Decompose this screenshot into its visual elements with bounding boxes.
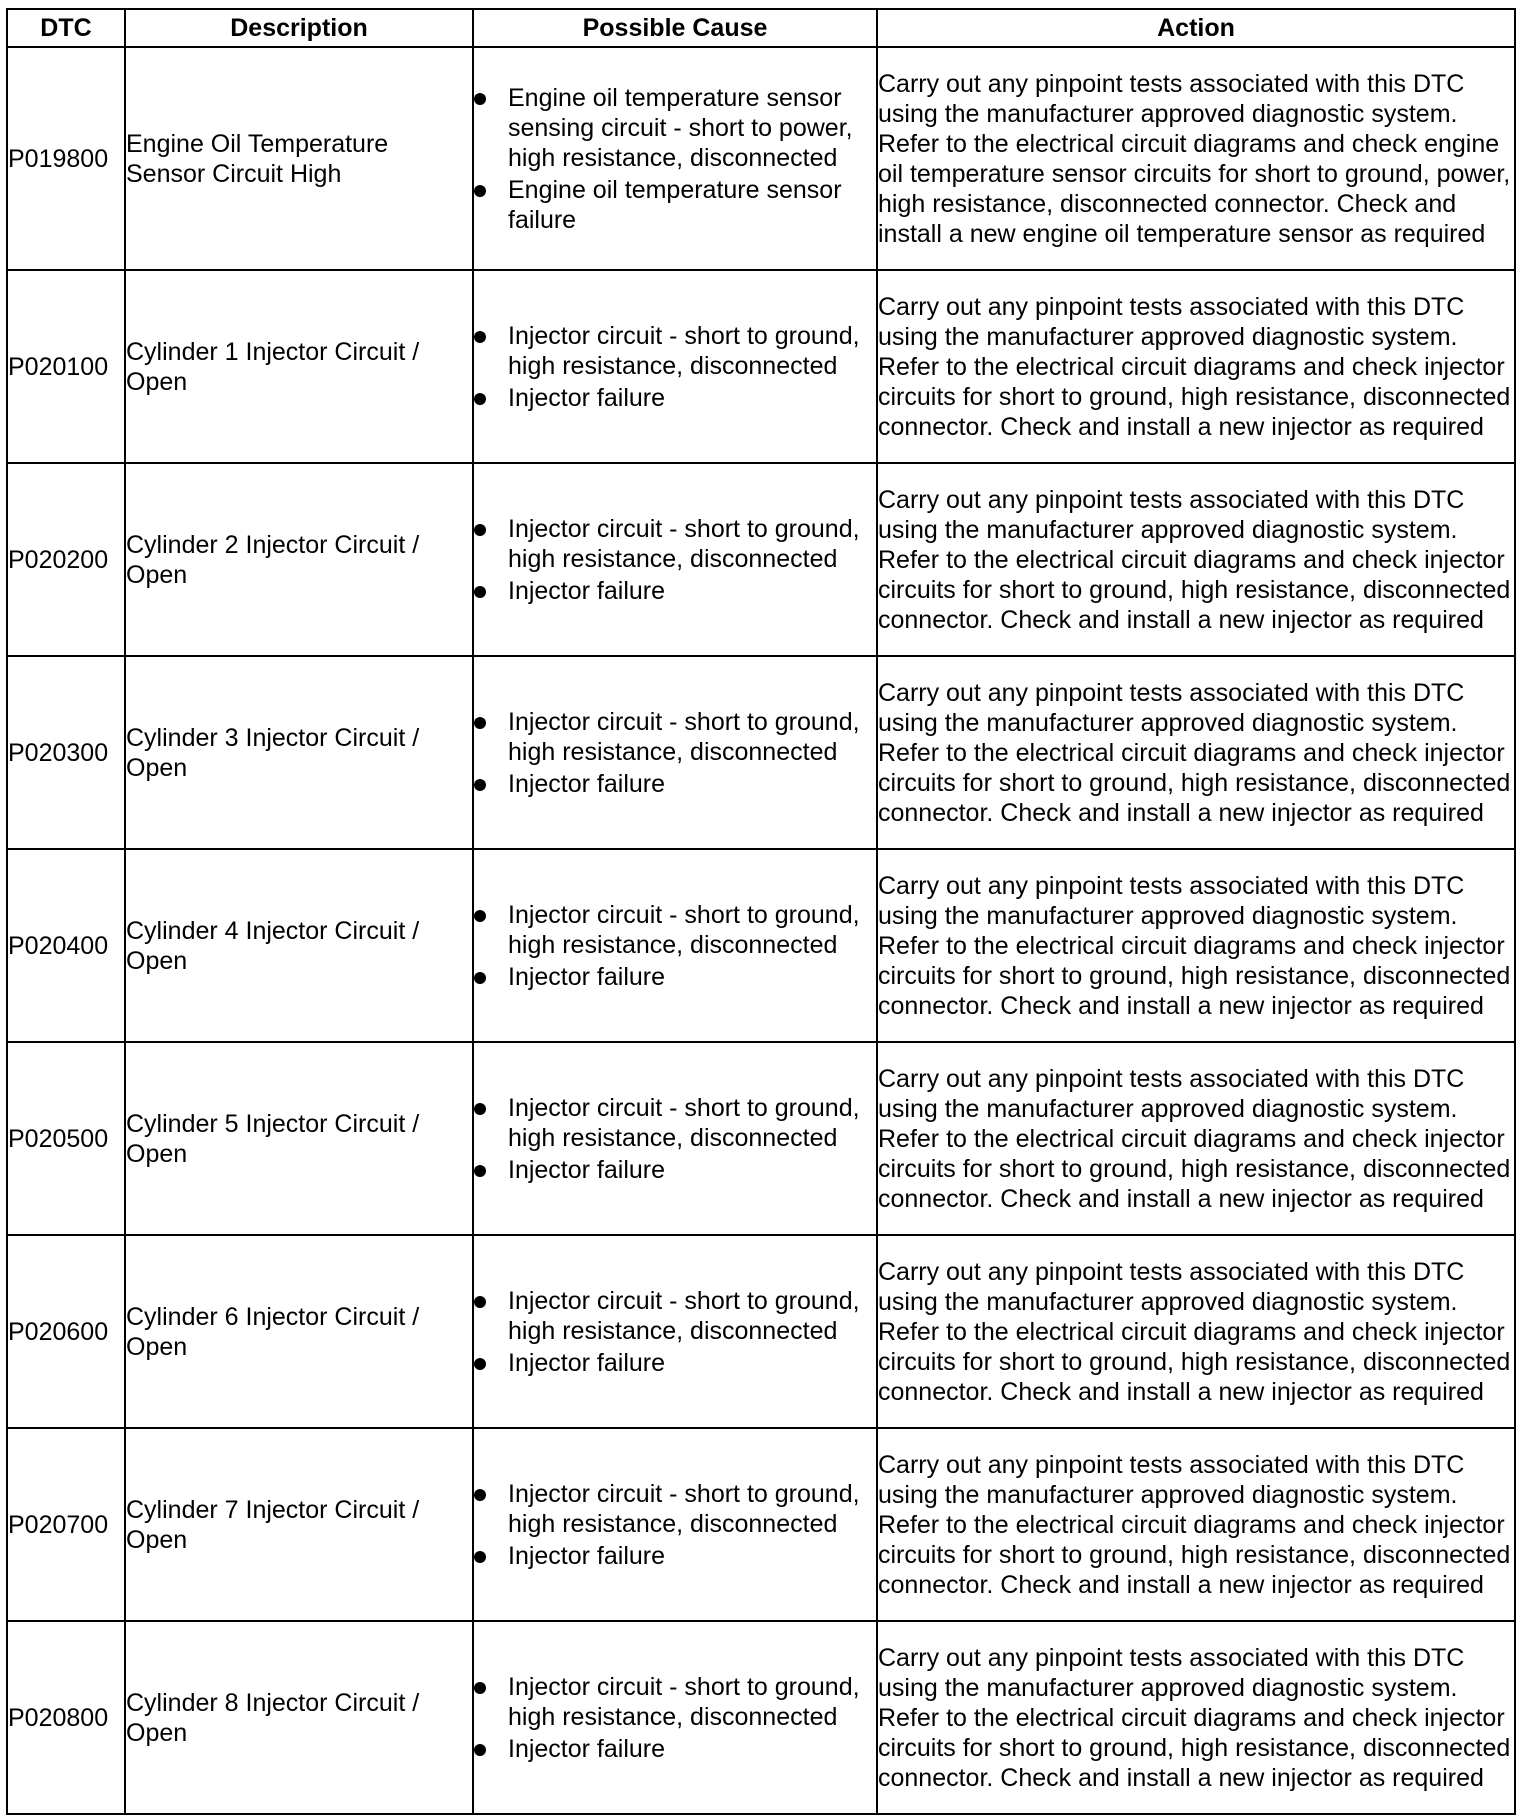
description-cell: Engine Oil Temperature Sensor Circuit High (125, 47, 473, 270)
bullet-icon (474, 586, 486, 598)
cause-text: Engine oil temperature sensor failure (508, 175, 842, 234)
description-cell: Cylinder 2 Injector Circuit / Open (125, 463, 473, 656)
dtc-code-cell: P020400 (7, 849, 125, 1042)
header-dtc: DTC (7, 9, 125, 47)
bullet-icon (474, 1551, 486, 1563)
cause-item (474, 1541, 876, 1571)
possible-cause-cell (473, 270, 877, 463)
cause-item (474, 1479, 876, 1539)
description-cell: Cylinder 7 Injector Circuit / Open (125, 1428, 473, 1621)
bullet-icon (474, 1358, 486, 1370)
description-cell: Cylinder 8 Injector Circuit / Open (125, 1621, 473, 1814)
cause-list (474, 900, 876, 992)
bullet-icon (474, 1296, 486, 1308)
bullet-icon (474, 1103, 486, 1115)
cause-item (474, 1348, 876, 1378)
possible-cause-cell (473, 849, 877, 1042)
possible-cause-cell (473, 1621, 877, 1814)
action-cell: Carry out any pinpoint tests associated with this DTC using the manufacturer approved diagnostic system. Refer to the electrical circuit diagrams and check injector circuits for short to ground, high resistance, disconnected connector. Check and install a new injector as required (877, 463, 1515, 656)
cause-item (474, 321, 876, 381)
table-row (7, 1235, 1515, 1428)
action-cell: Carry out any pinpoint tests associated with this DTC using the manufacturer approved diagnostic system. Refer to the electrical circuit diagrams and check engine oil temperature sensor circuits for short to ground, power, high resistance, disconnected connector. Check and install a new engine oil temperature sensor as required (877, 47, 1515, 270)
cause-text: Injector failure (508, 1541, 666, 1570)
bullet-icon (474, 185, 486, 197)
description-cell: Cylinder 5 Injector Circuit / Open (125, 1042, 473, 1235)
bullet-icon (474, 972, 486, 984)
cause-item (474, 1672, 876, 1732)
action-cell: Carry out any pinpoint tests associated with this DTC using the manufacturer approved diagnostic system. Refer to the electrical circuit diagrams and check injector circuits for short to ground, high resistance, disconnected connector. Check and install a new injector as required (877, 849, 1515, 1042)
action-cell: Carry out any pinpoint tests associated with this DTC using the manufacturer approved diagnostic system. Refer to the electrical circuit diagrams and check injector circuits for short to ground, high resistance, disconnected connector. Check and install a new injector as required (877, 1235, 1515, 1428)
description-cell: Cylinder 6 Injector Circuit / Open (125, 1235, 473, 1428)
bullet-icon (474, 393, 486, 405)
cause-item (474, 83, 876, 173)
table-row (7, 656, 1515, 849)
header-action: Action (877, 9, 1515, 47)
header-description: Description (125, 9, 473, 47)
header-possible-cause: Possible Cause (473, 9, 877, 47)
bullet-icon (474, 1744, 486, 1756)
cause-list (474, 321, 876, 413)
cause-text: Injector failure (508, 769, 666, 798)
cause-item (474, 707, 876, 767)
bullet-icon (474, 910, 486, 922)
cause-text: Injector circuit - short to ground, high resistance, disconnected (508, 1286, 860, 1345)
cause-text: Injector failure (508, 383, 666, 412)
table-row (7, 270, 1515, 463)
cause-list (474, 1672, 876, 1764)
table-row (7, 1042, 1515, 1235)
cause-text: Engine oil temperature sensor sensing circuit - short to power, high resistance, disconnected (508, 83, 853, 172)
cause-list (474, 1093, 876, 1185)
cause-list (474, 707, 876, 799)
bullet-icon (474, 1682, 486, 1694)
cause-text: Injector circuit - short to ground, high resistance, disconnected (508, 1479, 860, 1538)
cause-item (474, 175, 876, 235)
cause-text: Injector circuit - short to ground, high resistance, disconnected (508, 514, 860, 573)
table-row (7, 1428, 1515, 1621)
table-body (7, 47, 1515, 1814)
cause-item (474, 1093, 876, 1153)
bullet-icon (474, 524, 486, 536)
table-header (7, 9, 1515, 47)
cause-text: Injector failure (508, 962, 666, 991)
action-cell: Carry out any pinpoint tests associated with this DTC using the manufacturer approved diagnostic system. Refer to the electrical circuit diagrams and check injector circuits for short to ground, high resistance, disconnected connector. Check and install a new injector as required (877, 1042, 1515, 1235)
dtc-document (6, 8, 1514, 1808)
cause-text: Injector circuit - short to ground, high resistance, disconnected (508, 321, 860, 380)
dtc-code-cell: P020100 (7, 270, 125, 463)
bullet-icon (474, 1489, 486, 1501)
cause-item (474, 900, 876, 960)
description-cell: Cylinder 4 Injector Circuit / Open (125, 849, 473, 1042)
cause-item (474, 1286, 876, 1346)
cause-text: Injector circuit - short to ground, high resistance, disconnected (508, 1093, 860, 1152)
possible-cause-cell (473, 1042, 877, 1235)
cause-text: Injector circuit - short to ground, high resistance, disconnected (508, 707, 860, 766)
cause-text: Injector failure (508, 1734, 666, 1763)
dtc-code-cell: P020700 (7, 1428, 125, 1621)
action-cell: Carry out any pinpoint tests associated with this DTC using the manufacturer approved diagnostic system. Refer to the electrical circuit diagrams and check injector circuits for short to ground, high resistance, disconnected connector. Check and install a new injector as required (877, 270, 1515, 463)
bullet-icon (474, 1165, 486, 1177)
dtc-code-cell: P020800 (7, 1621, 125, 1814)
cause-item (474, 383, 876, 413)
table-row (7, 47, 1515, 270)
table-row (7, 463, 1515, 656)
dtc-code-cell: P020200 (7, 463, 125, 656)
description-cell: Cylinder 3 Injector Circuit / Open (125, 656, 473, 849)
dtc-code-cell: P020500 (7, 1042, 125, 1235)
cause-item (474, 514, 876, 574)
cause-text: Injector failure (508, 1155, 666, 1184)
action-cell: Carry out any pinpoint tests associated with this DTC using the manufacturer approved diagnostic system. Refer to the electrical circuit diagrams and check injector circuits for short to ground, high resistance, disconnected connector. Check and install a new injector as required (877, 656, 1515, 849)
bullet-icon (474, 717, 486, 729)
table-row (7, 1621, 1515, 1814)
bullet-icon (474, 93, 486, 105)
possible-cause-cell (473, 47, 877, 270)
cause-text: Injector circuit - short to ground, high resistance, disconnected (508, 1672, 860, 1731)
dtc-code-cell: P020300 (7, 656, 125, 849)
cause-item (474, 962, 876, 992)
cause-item (474, 576, 876, 606)
action-cell: Carry out any pinpoint tests associated with this DTC using the manufacturer approved diagnostic system. Refer to the electrical circuit diagrams and check injector circuits for short to ground, high resistance, disconnected connector. Check and install a new injector as required (877, 1428, 1515, 1621)
dtc-code-cell: P019800 (7, 47, 125, 270)
cause-list (474, 1286, 876, 1378)
table-row (7, 849, 1515, 1042)
cause-item (474, 1734, 876, 1764)
possible-cause-cell (473, 1428, 877, 1621)
possible-cause-cell (473, 656, 877, 849)
cause-text: Injector failure (508, 576, 666, 605)
bullet-icon (474, 779, 486, 791)
header-row (7, 9, 1515, 47)
cause-list (474, 514, 876, 606)
bullet-icon (474, 331, 486, 343)
cause-text: Injector failure (508, 1348, 666, 1377)
cause-list (474, 83, 876, 235)
possible-cause-cell (473, 463, 877, 656)
cause-list (474, 1479, 876, 1571)
description-cell: Cylinder 1 Injector Circuit / Open (125, 270, 473, 463)
cause-item (474, 769, 876, 799)
dtc-table (6, 8, 1516, 1815)
action-cell: Carry out any pinpoint tests associated with this DTC using the manufacturer approved diagnostic system. Refer to the electrical circuit diagrams and check injector circuits for short to ground, high resistance, disconnected connector. Check and install a new injector as required (877, 1621, 1515, 1814)
cause-item (474, 1155, 876, 1185)
dtc-code-cell: P020600 (7, 1235, 125, 1428)
cause-text: Injector circuit - short to ground, high resistance, disconnected (508, 900, 860, 959)
possible-cause-cell (473, 1235, 877, 1428)
